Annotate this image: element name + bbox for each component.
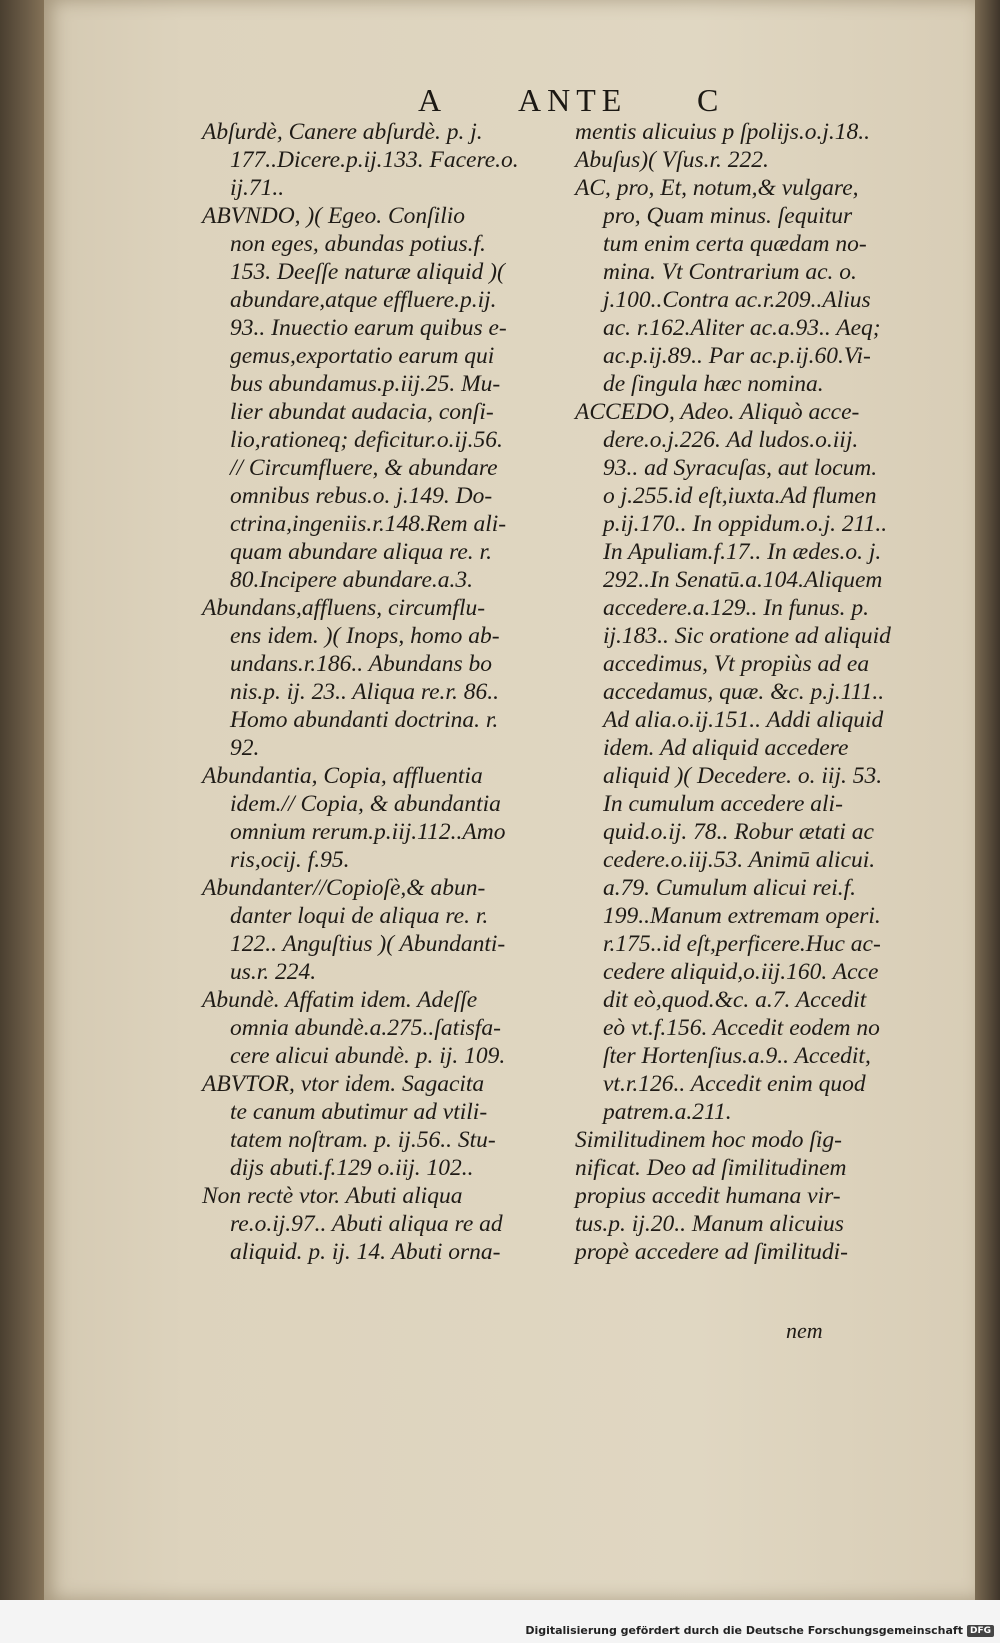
text-line: mina. Vt Contrarium ac. o. [603, 259, 857, 285]
text-line: omnium rerum.p.iij.112..Amo [230, 819, 506, 845]
header-letter-left: A [418, 82, 444, 118]
text-line: In Apuliam.f.17.. In ædes.o. j. [603, 539, 882, 565]
text-line: 93.. Inuectio earum quibus e- [230, 315, 507, 341]
text-line: propè accedere ad ſimilitudi- [575, 1239, 849, 1265]
text-line: 153. Deeſſe naturæ aliquid )( [230, 259, 505, 285]
text-line: idem. Ad aliquid accedere [603, 735, 849, 761]
text-line: // Circumfluere, & abundare [230, 455, 498, 481]
text-line: Abuſus)( Vſus.r. 222. [575, 147, 769, 173]
text-line: lier abundat audacia, conſi- [230, 399, 494, 425]
text-line: Abſurdè, Canere abſurdè. p. j. [202, 119, 483, 145]
text-line: o j.255.id eſt,iuxta.Ad flumen [603, 483, 877, 509]
text-line: aliquid. p. ij. 14. Abuti orna- [230, 1239, 501, 1265]
text-line: In cumulum accedere ali- [603, 791, 843, 817]
text-line: ctrina,ingeniis.r.148.Rem ali- [230, 511, 507, 537]
text-line: ABVNDO, )( Egeo. Conſilio [202, 203, 466, 229]
text-line: re.o.ij.97.. Abuti aliqua re ad [230, 1211, 503, 1237]
text-line: de ſingula hæc nomina. [603, 371, 824, 397]
text-line: gemus,exportatio earum qui [230, 343, 495, 369]
text-line: accedere.a.129.. In funus. p. [603, 595, 870, 621]
text-line: ens idem. )( Inops, homo ab- [230, 623, 500, 649]
text-line: AC, pro, Et, notum,& vulgare, [575, 175, 859, 201]
text-line: Abundanter//Copioſè,& abun- [202, 875, 486, 901]
text-line: eò vt.f.156. Accedit eodem no [603, 1015, 880, 1041]
text-line: ac. r.162.Aliter ac.a.93.. Aeq; [603, 315, 881, 341]
text-line: accedimus, Vt propiùs ad ea [603, 651, 870, 677]
text-line: a.79. Cumulum alicui rei.f. [603, 875, 857, 901]
text-column-right [575, 118, 935, 1266]
text-line: pro, Quam minus. ſequitur [603, 203, 853, 229]
text-line: 199..Manum extremam operi. [603, 903, 881, 929]
catchword: nem [786, 1318, 823, 1343]
text-line: r.175..id eſt,perficere.Huc ac- [603, 931, 881, 957]
text-line: bus abundamus.p.iij.25. Mu- [230, 371, 501, 397]
text-line: lio,rationeq; deficitur.o.ij.56. [230, 427, 503, 453]
text-line: tum enim certa quædam no- [603, 231, 867, 257]
text-line: aliquid )( Decedere. o. iij. 53. [603, 763, 883, 789]
text-line: ſter Hortenſius.a.9.. Accedit, [603, 1043, 871, 1069]
text-line: omnia abundè.a.275..ſatisfa- [230, 1015, 501, 1041]
text-line: ris,ocij. f.95. [230, 847, 350, 873]
header-word: ANTE [518, 82, 628, 118]
text-line: tatem noſtram. p. ij.56.. Stu- [230, 1127, 496, 1153]
text-line: 92. [230, 735, 260, 761]
text-line: abundare,atque effluere.p.ij. [230, 287, 497, 313]
text-line: nis.p. ij. 23.. Aliqua re.r. 86.. [230, 679, 499, 705]
text-line: Similitudinem hoc modo ſig- [575, 1127, 842, 1153]
footer-credit-text: Digitalisierung gefördert durch die Deutsche Forschungsgemeinschaft [525, 1624, 963, 1637]
text-line: Abundè. Affatim idem. Adeſſe [202, 987, 478, 1013]
text-line: cere alicui abundè. p. ij. 109. [230, 1043, 506, 1069]
text-line: Ad alia.o.ij.151.. Addi aliquid [603, 707, 884, 733]
text-line: Non rectè vtor. Abuti aliqua [202, 1183, 463, 1209]
text-line: ABVTOR, vtor idem. Sagacita [202, 1071, 485, 1097]
text-line: omnibus rebus.o. j.149. Do- [230, 483, 493, 509]
text-line: nificat. Deo ad ſimilitudinem [575, 1155, 847, 1181]
dfg-logo: DFG [967, 1625, 994, 1637]
text-line: Abundantia, Copia, affluentia [202, 763, 483, 789]
text-line: dit eò,quod.&c. a.7. Accedit [603, 987, 867, 1013]
text-line: Homo abundanti doctrina. r. [230, 707, 499, 733]
text-line: ij.71.. [230, 175, 285, 201]
book-fore-edge [975, 0, 1000, 1600]
text-line: ij.183.. Sic oratione ad aliquid [603, 623, 891, 649]
text-line: patrem.a.211. [603, 1099, 732, 1125]
text-line: accedamus, quæ. &c. p.j.111.. [603, 679, 885, 705]
text-line: mentis alicuius p ſpolijs.o.j.18.. [575, 119, 871, 145]
text-line: dijs abuti.f.129 o.iij. 102.. [230, 1155, 474, 1181]
text-line: 122.. Anguſtius )( Abundanti- [230, 931, 506, 957]
text-line: 93.. ad Syracuſas, aut locum. [603, 455, 878, 481]
text-line: 292..In Senatū.a.104.Aliquem [603, 567, 883, 593]
text-line: te canum abutimur ad vtili- [230, 1099, 488, 1125]
text-line: j.100..Contra ac.r.209..Alius [603, 287, 871, 313]
text-line: ac.p.ij.89.. Par ac.p.ij.60.Vi- [603, 343, 871, 369]
text-line: ACCEDO, Adeo. Aliquò acce- [575, 399, 860, 425]
running-header [100, 82, 960, 122]
text-line: quid.o.ij. 78.. Robur ætati ac [603, 819, 874, 845]
text-line: p.ij.170.. In oppidum.o.j. 211.. [603, 511, 888, 537]
text-line: 177..Dicere.p.ij.133. Facere.o. [230, 147, 519, 173]
text-line: non eges, abundas potius.f. [230, 231, 486, 257]
text-line: tus.p. ij.20.. Manum alicuius [575, 1211, 844, 1237]
text-column-left [202, 118, 562, 1266]
text-line: vt.r.126.. Accedit enim quod [603, 1071, 866, 1097]
footer-credit [525, 1624, 994, 1637]
text-line: cedere.o.iij.53. Animū alicui. [603, 847, 876, 873]
text-line: us.r. 224. [230, 959, 317, 985]
text-line: danter loqui de aliqua re. r. [230, 903, 489, 929]
text-line: dere.o.j.226. Ad ludos.o.iij. [603, 427, 859, 453]
text-line: undans.r.186.. Abundans bo [230, 651, 493, 677]
binding-edge [0, 0, 44, 1600]
header-letter-right: C [697, 82, 721, 118]
text-line: idem.// Copia, & abundantia [230, 791, 501, 817]
text-line: propius accedit humana vir- [575, 1183, 841, 1209]
text-line: cedere aliquid,o.iij.160. Acce [603, 959, 879, 985]
text-line: quam abundare aliqua re. r. [230, 539, 492, 565]
text-line: 80.Incipere abundare.a.3. [230, 567, 473, 593]
text-line: Abundans,affluens, circumflu- [202, 595, 486, 621]
